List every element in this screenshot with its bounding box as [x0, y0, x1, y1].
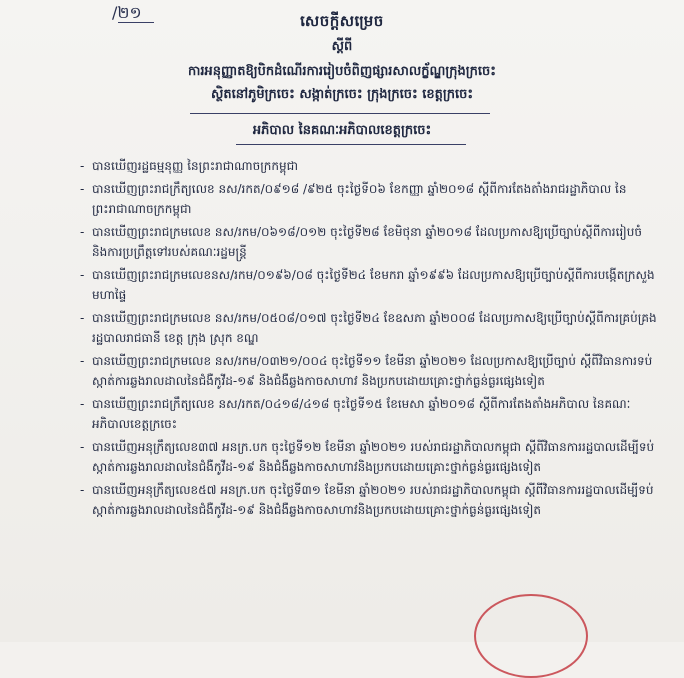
document-header — [0, 12, 684, 105]
clause-item: - បានឃើញព្រះរាជក្រឹត្យលេខ នស/រកត/០៤១៨/៤១៨ ចុះថ្ងៃទី១៥ ខែមេសា ឆ្នាំ២០១៨ ស្តីពីការតែងតាំងអភិបាល នៃគណៈអភិបាលខេត្តក្រចេះ — [80, 394, 660, 434]
clause-item: - បានឃើញព្រះរាជក្រមលេខនស/រកម/០១៩៦/០៨ ចុះថ្ងៃទី២៤ ខែមករា ឆ្នាំ១៩៩៦ ដែលប្រកាសឱ្យប្រើច្បាប់ស្តីពីការបង្កើតក្រសួងមហាផ្ទៃ — [80, 265, 660, 305]
clause-item: - បានឃើញព្រះរាជក្រឹត្យលេខ នស/រកត/០៩១៨ /៩២៥ ចុះថ្ងៃទី០៦ ខែកញ្ញា ឆ្នាំ២០១៨ ស្តីពីការតែងតាំងរាជរដ្ឋាភិបាល នៃព្រះរាជាណាចក្រកម្ពុជា — [80, 179, 660, 219]
clause-item: - បានឃើញអនុក្រឹត្យលេខ៥៧ អនក្រ.បក ចុះថ្ងៃទី៣១ ខែមីនា ឆ្នាំ២០២១ របស់រាជរដ្ឋាភិបាលកម្ពុជា ស្តីពីវិធានការរដ្ឋបាលដើម្បីទប់ស្កាត់ការឆ្លងរាលដាលនៃជំងឺកូវីដ-១៩ និងជំងឺឆ្លងកាចសាហាវនិងប្រកបដោយគ្រោះថ្នាក់ធ្ងន់ធ្ងរផ្សេងទៀត — [80, 480, 660, 520]
subject-line-2: ស្ថិតនៅភូមិក្រចេះ សង្កាត់ក្រចេះ ក្រុងក្រចេះ ខេត្តក្រចេះ — [210, 87, 474, 102]
clause-list — [80, 156, 660, 523]
header-underline — [190, 113, 490, 114]
clause-item: - បានឃើញព្រះរាជក្រមលេខ នស/រកម/០៥០៨/០១៧ ចុះថ្ងៃទី២៤ ខែឧសភា ឆ្នាំ២០០៨ ដែលប្រកាសឱ្យប្រើច្បាប់ស្តីពីការគ្រប់គ្រងរដ្ឋបាលរាជធានី ខេត្ត ក្រុង ស្រុក ខណ្ឌ — [80, 308, 660, 348]
clause-item: - បានឃើញព្រះរាជក្រមលេខ នស/រកម/០៦១៨/០១២ ចុះថ្ងៃទី២៨ ខែមិថុនា ឆ្នាំ២០១៨ ដែលប្រកាសឱ្យប្រើច្បាប់ស្តីពីការរៀបចំ និងការប្រព្រឹត្តទៅរបស់គណៈរដ្ឋមន្ត្រី — [80, 222, 660, 262]
official-seal — [474, 594, 588, 678]
clause-item: - បានឃើញរដ្ឋធម្មនុញ្ញ នៃព្រះរាជាណាចក្រកម្ពុជា — [80, 156, 660, 176]
issuing-authority: អភិបាល នៃគណៈអភិបាលខេត្តក្រចេះ — [252, 123, 432, 138]
authority-underline — [236, 144, 466, 145]
clause-item: - បានឃើញអនុក្រឹត្យលេខ៣៧ អនក្រ.បក ចុះថ្ងៃទី១២ ខែមីនា ឆ្នាំ២០២១ របស់រាជរដ្ឋាភិបាលកម្ពុជា ស្តីពីវិធានការរដ្ឋបាលដើម្បីទប់ស្កាត់ការឆ្លងរាលដាលនៃជំងឺកូវីដ-១៩ និងជំងឺឆ្លងកាចសាហាវនិងប្រកបដោយគ្រោះថ្នាក់ធ្ងន់ធ្ងរផ្សេងទៀត — [80, 437, 660, 477]
document-title: សេចក្តីសម្រេច — [300, 12, 384, 30]
subject-line-1: ការអនុញ្ញាតឱ្យបិកដំណើរការរៀបចំពិញផ្សារសាលក្ខ័ណ្ឌក្រុងក្រចេះ — [187, 64, 497, 79]
clause-item: - បានឃើញព្រះរាជក្រមលេខ នស/រកម/០៣២១/០០៤ ចុះថ្ងៃទី១១ ខែមីនា ឆ្នាំ២០២១ ដែលប្រកាសឱ្យប្រើច្បាប់ ស្តីពីវិធានការទប់ស្កាត់ការឆ្លងរាលដាលនៃជំងឺកូវីដ-១៩ និងជំងឺឆ្លងកាចសាហាវ និងប្រកបដោយគ្រោះថ្នាក់ធ្ងន់ធ្ងរផ្សេងទៀត — [80, 351, 660, 391]
reference-number: /២១ — [112, 3, 142, 22]
subject-label: ស្តីពី — [331, 39, 353, 54]
